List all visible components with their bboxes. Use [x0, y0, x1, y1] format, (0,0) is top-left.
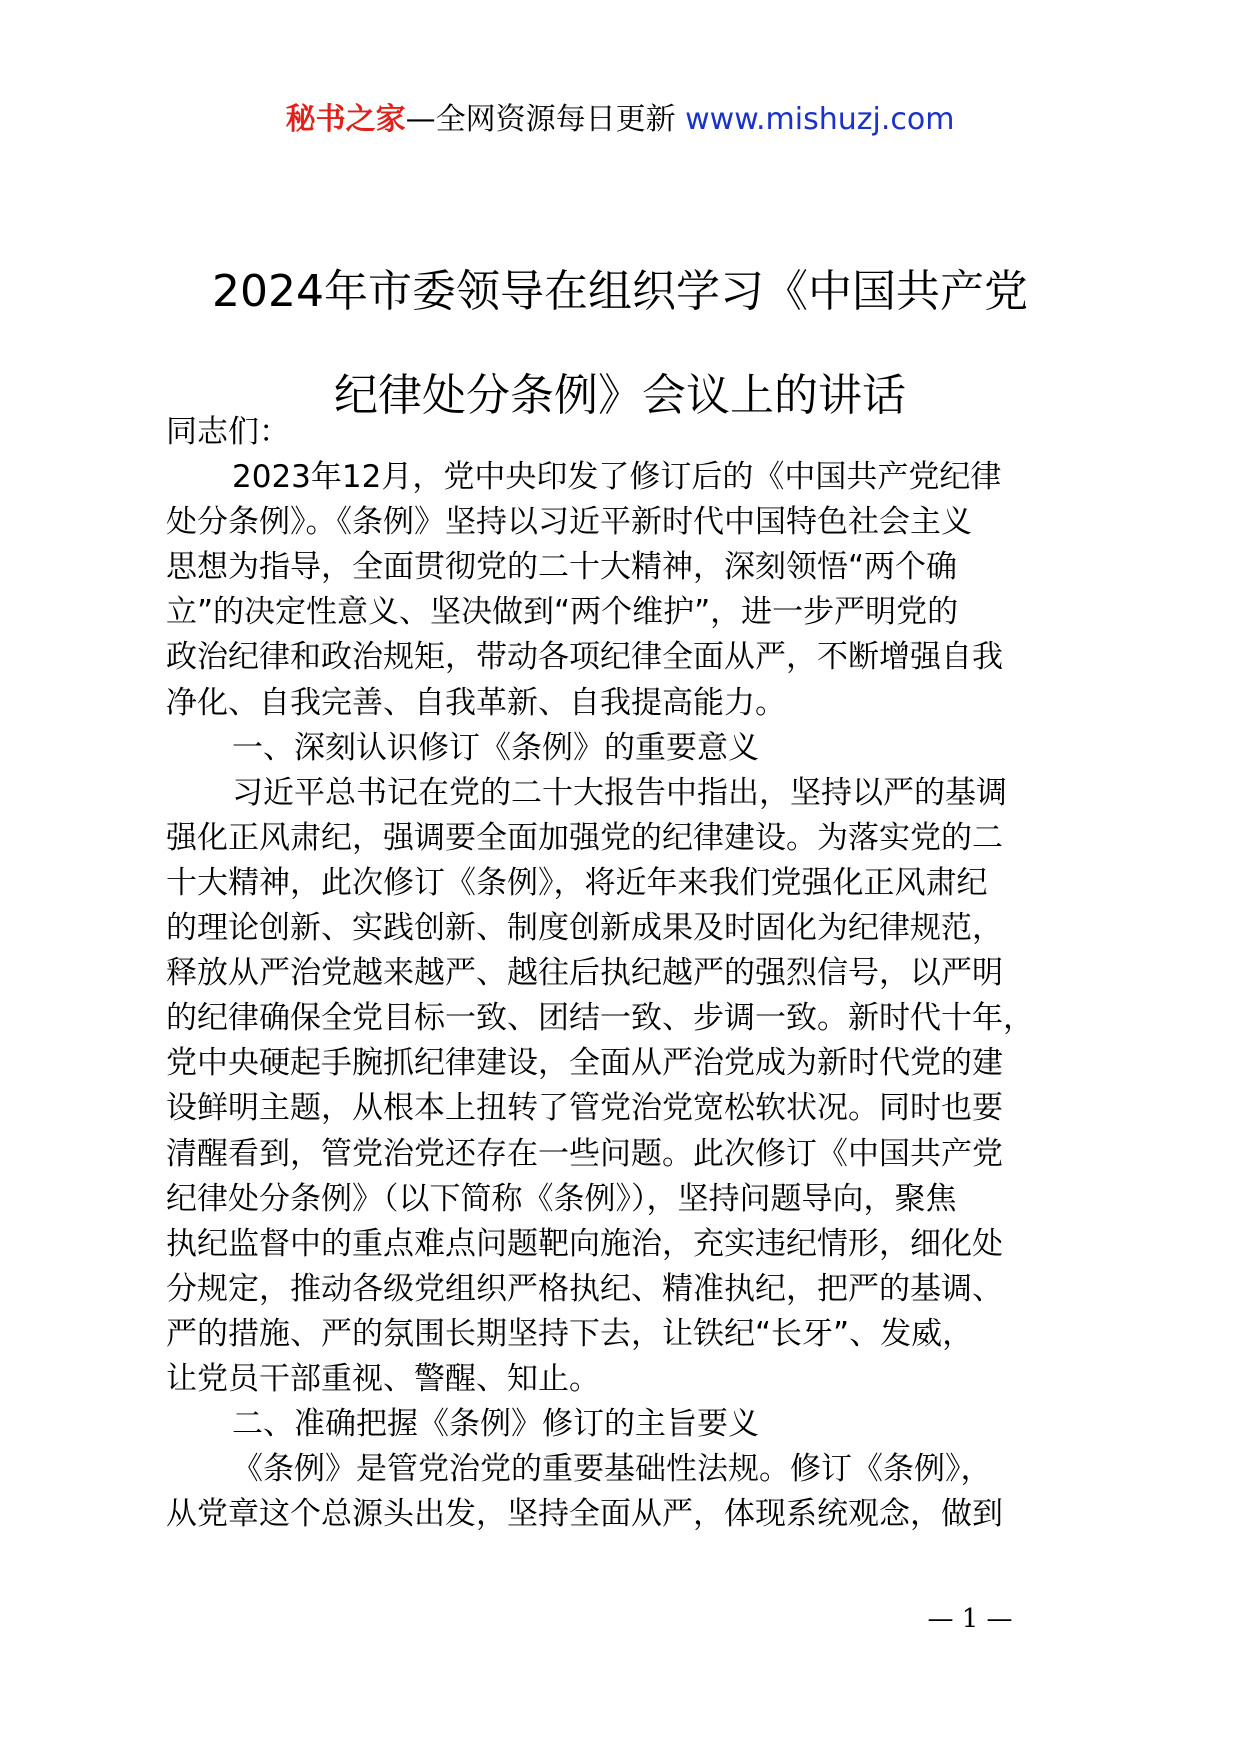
section-heading-2: 二、准确把握《条例》修订的主旨要义 [232, 1406, 759, 1443]
brand-name: 秘书之家 [285, 102, 406, 137]
title-line-1: 2024年市委领导在组织学习《中国共产党 [212, 266, 1028, 317]
paragraph-line: 习近平总书记在党的二十大报告中指出，坚持以严的基调 [232, 774, 1007, 811]
paragraph-line: 党中央硬起手腕抓纪律建设，全面从严治党成为新时代党的建 [166, 1045, 1003, 1082]
website-link[interactable]: www.mishuzj.com [685, 102, 955, 137]
paragraph-line: 立”的决定性意义、坚决做到“两个维护”，进一步严明党的 [166, 594, 959, 631]
paragraph-line: 处分条例》。《条例》坚持以习近平新时代中国特色社会主义 [166, 504, 972, 541]
paragraph-line: 的纪律确保全党目标一致、团结一致、步调一致。新时代十年， [166, 1000, 1034, 1037]
salutation: 同志们： [166, 414, 290, 450]
paragraph-line: 纪律处分条例》（以下简称《条例》），坚持问题导向，聚焦 [166, 1180, 957, 1217]
paragraph-line: 思想为指导，全面贯彻党的二十大精神，深刻领悟“两个确 [166, 549, 958, 586]
paragraph-line: 十大精神，此次修订《条例》，将近年来我们党强化正风肃纪 [166, 864, 988, 901]
page-number: — 1 — [927, 1604, 1013, 1634]
paragraph-line: 释放从严治党越来越严、越往后执纪越严的强烈信号，以严明 [166, 955, 1003, 992]
paragraph-line: 设鲜明主题，从根本上扭转了管党治党宽松软状况。同时也要 [166, 1090, 1003, 1127]
paragraph-line: 从党章这个总源头出发，坚持全面从严，体现系统观念，做到 [166, 1496, 1003, 1533]
document-body [166, 410, 1086, 1537]
paragraph-line: 的理论创新、实践创新、制度创新成果及时固化为纪律规范， [166, 910, 1003, 947]
section-heading-1: 一、深刻认识修订《条例》的重要意义 [232, 729, 759, 766]
paragraph-line: 让党员干部重视、警醒、知止。 [166, 1360, 600, 1397]
header-tagline: —全网资源每日更新 [405, 102, 686, 137]
paragraph-line: 政治纪律和政治规矩，带动各项纪律全面从严，不断增强自我 [166, 639, 1003, 676]
paragraph-line: 清醒看到，管党治党还存在一些问题。此次修订《中国共产党 [166, 1135, 1003, 1172]
paragraph-line: 《条例》是管党治党的重要基础性法规。修订《条例》， [232, 1451, 992, 1488]
paragraph-line: 分规定，推动各级党组织严格执纪、精准执纪，把严的基调、 [166, 1270, 1003, 1307]
paragraph-line: 严的措施、严的氛围长期坚持下去，让铁纪“长牙”、发威， [166, 1315, 974, 1352]
title-line-2: 纪律处分条例》会议上的讲话 [334, 370, 906, 421]
paragraph-line: 执纪监督中的重点难点问题靶向施治，充实违纪情形，细化处 [166, 1225, 1003, 1262]
paragraph-line: 强化正风肃纪，强调要全面加强党的纪律建设。为落实党的二 [166, 819, 1003, 856]
header-banner [0, 100, 1240, 140]
paragraph-line: 2023年12月，党中央印发了修订后的《中国共产党纪律 [232, 459, 1002, 496]
paragraph-line: 净化、自我完善、自我革新、自我提高能力。 [166, 684, 786, 721]
